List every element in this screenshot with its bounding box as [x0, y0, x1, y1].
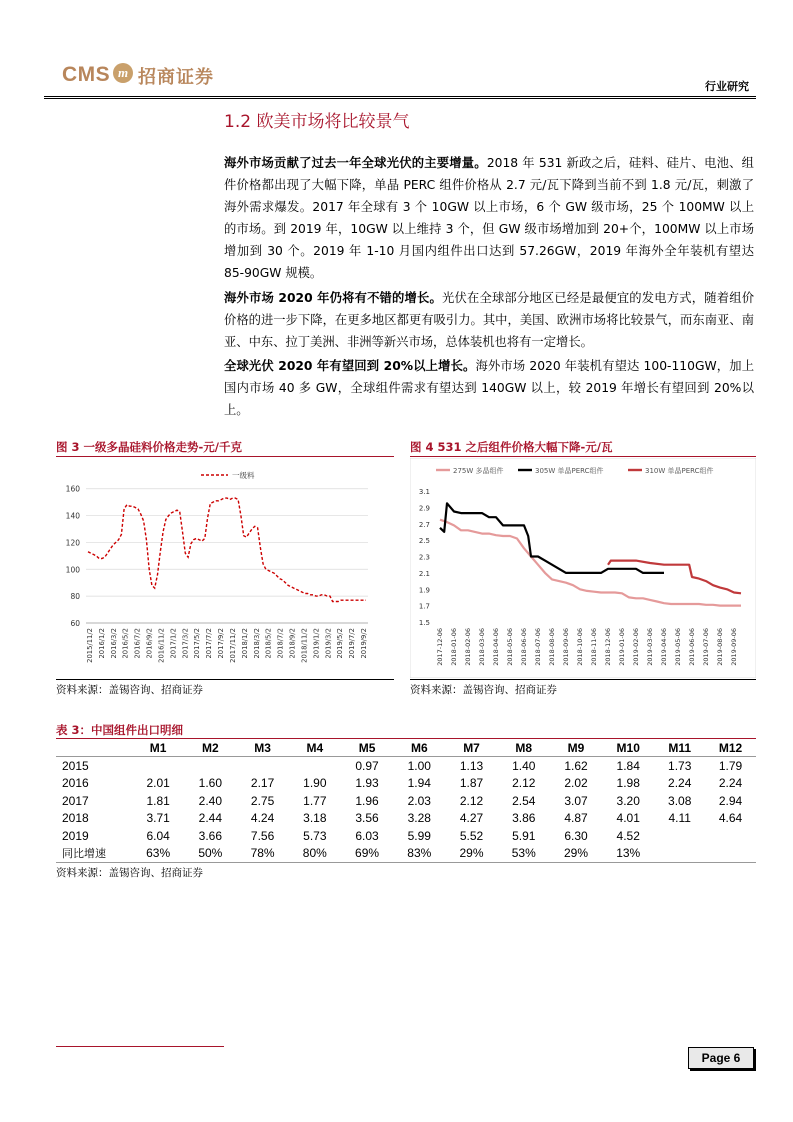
x-tick-label: 2017/11/2	[228, 628, 237, 663]
x-tick-label: 2016/1/2	[97, 628, 106, 659]
figure4-legend	[436, 466, 714, 475]
table-cell: 5.99	[407, 828, 431, 843]
table-cell: 2.12	[459, 793, 484, 808]
table-cell: 1.77	[303, 793, 327, 808]
table-cell: 1.94	[407, 776, 431, 791]
paragraph-2-lead: 海外市场 2020 年仍将有不错的增长。	[224, 291, 442, 305]
y-tick-label: 1.9	[418, 586, 430, 595]
x-tick-label: 2017/3/2	[181, 628, 190, 659]
x-tick-label: 2019/3/2	[324, 628, 333, 659]
table-cell	[705, 827, 756, 845]
figure3-x-ticks	[86, 628, 368, 663]
table-cell: 2.03	[407, 793, 431, 808]
table-header-blank	[56, 739, 132, 757]
y-tick-label: 60	[70, 619, 80, 628]
x-tick-label: 2019-02-06	[632, 628, 640, 666]
table-cell: 3.20	[616, 793, 640, 808]
y-tick-label: 2.5	[418, 537, 430, 546]
paragraph-3-body: 海外市场 2020 年装机有望达 100-110GW，加上国内市场 40 多 GW，全球组件需求有望达到 140GW 以上，较 2019 年增长有望回到 20%以上。	[224, 359, 754, 417]
table-header-m2: M2	[202, 740, 219, 755]
paragraph-1-lead: 海外市场贡献了过去一年全球光伏的主要增量。	[224, 156, 487, 170]
table-cell: 3.66	[198, 828, 223, 843]
x-tick-label: 2019-06-06	[688, 628, 696, 666]
figure4-y-ticks	[419, 488, 430, 627]
page-number: Page 6	[688, 1047, 754, 1069]
table-header-m1: M1	[149, 740, 167, 755]
table-cell: 6.04	[146, 828, 170, 843]
table-cell: 2.01	[146, 776, 170, 791]
x-tick-label: 2019-07-06	[702, 628, 710, 666]
table-cell	[654, 827, 705, 845]
table3-source: 资料来源：盖锡咨询、招商证券	[56, 867, 203, 879]
figure4-title: 图 4 531 之后组件价格大幅下降-元/瓦	[410, 440, 613, 454]
x-tick-label: 2017-12-06	[436, 628, 444, 666]
table-cell: 63%	[146, 846, 171, 861]
table-cell: 50%	[198, 846, 223, 861]
paragraph-1	[224, 152, 754, 284]
x-tick-label: 2018-02-06	[464, 628, 472, 666]
y-tick-label: 1.5	[418, 619, 430, 627]
y-tick-label: 1.7	[418, 602, 430, 611]
table-cell: 2.54	[512, 793, 536, 808]
y-tick-label: 160	[65, 484, 80, 494]
table-cell: 1.98	[616, 776, 640, 791]
x-tick-label: 2019-09-06	[730, 628, 738, 666]
table-cell: 2.75	[250, 793, 275, 808]
table3-title: 表 3：中国组件出口明细	[56, 723, 184, 737]
figure3-source-rule	[56, 679, 394, 680]
table-header-row	[56, 739, 756, 757]
paragraph-3	[224, 355, 754, 421]
table-cell: 5.73	[303, 828, 327, 843]
x-tick-label: 2017/5/2	[193, 628, 202, 659]
y-tick-label: 2.7	[418, 520, 430, 529]
x-tick-label: 2018/1/2	[240, 628, 249, 659]
y-tick-label: 2.3	[418, 553, 430, 562]
table-cell: 83%	[407, 846, 432, 861]
logo-company-name: 招商证券	[138, 67, 214, 88]
table-header-m8: M8	[515, 740, 533, 755]
legend-label: 275W 多晶组件	[453, 467, 504, 475]
table-header-m11: M11	[668, 740, 692, 755]
table-header-m4: M4	[306, 740, 324, 755]
table-cell: 4.27	[459, 811, 484, 826]
table-header-m12: M12	[718, 740, 743, 755]
x-tick-label: 2018-03-06	[478, 628, 486, 666]
figure3-series	[88, 498, 366, 601]
table-cell: 2.24	[718, 776, 743, 791]
series-line-yijiliao	[88, 498, 366, 601]
table-cell: 1.73	[668, 758, 692, 773]
table-cell: 0.97	[355, 758, 379, 773]
x-tick-label: 2018/9/2	[288, 628, 297, 659]
table-cell: 1.40	[512, 758, 536, 773]
header-divider	[44, 96, 756, 97]
y-tick-label: 80	[70, 592, 80, 602]
table-cell: 4.11	[668, 811, 691, 826]
section-title: 1.2 欧美市场将比较景气	[224, 112, 410, 132]
table-cell: 2.12	[512, 776, 536, 791]
x-tick-label: 2016/5/2	[121, 628, 130, 659]
table-row	[56, 810, 756, 828]
x-tick-label: 2018-06-06	[520, 628, 528, 666]
legend-label: 305W 单晶PERC组件	[535, 467, 604, 475]
x-tick-label: 2016/7/2	[133, 628, 142, 659]
x-tick-label: 2017/1/2	[169, 628, 178, 659]
x-tick-label: 2019/1/2	[312, 628, 321, 659]
x-tick-label: 2018-04-06	[492, 628, 500, 666]
paragraph-3-lead: 全球光伏 2020 年有望回到 20%以上增长。	[224, 359, 476, 373]
table-body	[56, 757, 756, 863]
table-row	[56, 845, 756, 863]
table-row	[56, 775, 756, 793]
x-tick-label: 2018/3/2	[252, 628, 261, 659]
x-tick-label: 2018/11/2	[300, 628, 309, 663]
x-tick-label: 2018-09-06	[562, 628, 570, 666]
footnote-rule	[56, 1046, 224, 1047]
paragraph-1-body: 2018 年 531 新政之后，硅料、硅片、电池、组件价格都出现了大幅下降，单晶 PERC 组件价格从 2.7 元/瓦下降到当前不到 1.8 元/瓦，刺激了海外需求爆发。2017 年全球有 3 个 10GW 以上市场，6 个 GW 级市场，25 个 100MW 以上的市场。到 2019 年，10GW 以上维持 3 个，但 GW 级市场增加到 20+个，100MW 以上市场增加到 30 个。2019 年 1-10 月国内组件出口达到 57.26GW，2019 年海外全年装机有望达 85-90GW 规模。	[224, 156, 754, 280]
table-cell: 1.84	[616, 758, 640, 773]
table-cell: 6.03	[355, 828, 379, 843]
table-cell: 4.52	[616, 828, 640, 843]
table-cell: 1.96	[355, 793, 379, 808]
table-cell: 1.79	[718, 758, 743, 773]
y-tick-label: 100	[65, 565, 80, 575]
table-cell: 1.00	[407, 758, 431, 773]
table-cell: 80%	[302, 846, 327, 861]
table-cell: 13%	[616, 846, 641, 861]
figure3-gridlines	[86, 489, 368, 596]
table-cell	[289, 757, 341, 775]
table-cell: 29%	[563, 846, 588, 861]
x-tick-label: 2019-03-06	[646, 628, 654, 666]
table-cell: 4.87	[564, 811, 588, 826]
x-tick-label: 2019-01-06	[618, 628, 626, 666]
table-cell: 1.81	[146, 793, 170, 808]
figure3-title-rule	[56, 456, 394, 457]
figure3-y-ticks	[66, 485, 81, 628]
y-tick-label: 3.1	[418, 488, 430, 496]
table-cell: 29%	[459, 846, 484, 861]
x-tick-label: 2018-12-06	[604, 628, 612, 666]
figure3-chart	[56, 460, 394, 678]
table-cell: 1.87	[459, 776, 484, 791]
x-tick-label: 2018-10-06	[576, 628, 584, 666]
x-tick-label: 2018-01-06	[450, 628, 458, 666]
table-row-label: 2017	[62, 793, 89, 808]
logo-cms-text: CMS	[62, 63, 111, 86]
table-cell: 1.60	[198, 776, 223, 791]
table-row-label: 2015	[62, 758, 89, 773]
table-row	[56, 827, 756, 845]
table-cell: 3.71	[146, 811, 170, 826]
table-cell: 3.86	[512, 811, 536, 826]
logo-mark-icon: m	[113, 63, 133, 83]
x-tick-label: 2017/7/2	[205, 628, 214, 659]
table-cell: 3.28	[407, 811, 431, 826]
table-cell: 4.01	[616, 811, 640, 826]
paragraph-2	[224, 287, 754, 353]
table-cell: 7.56	[250, 828, 275, 843]
table-cell: 3.08	[668, 793, 692, 808]
table-cell	[132, 757, 184, 775]
x-tick-label: 2018-05-06	[506, 628, 514, 666]
figure4-source-rule	[410, 679, 756, 680]
table-row-label: 2018	[62, 811, 89, 826]
x-tick-label: 2018/5/2	[264, 628, 273, 659]
table-header-m3: M3	[254, 740, 271, 755]
table-cell	[654, 845, 705, 863]
paragraph-2-body: 光伏在全球部分地区已经是最便宜的发电方式，随着组价价格的进一步下降，在更多地区都更有吸引力。其中，美国、欧洲市场将比较景气，而东南亚、南亚、中东、拉丁美洲、非洲等新兴市场，总体装机也将有一定增长。	[224, 291, 754, 349]
table-cell: 6.30	[564, 828, 588, 843]
table-cell	[236, 757, 288, 775]
table-cell: 2.44	[198, 811, 223, 826]
x-tick-label: 2018-08-06	[548, 628, 556, 666]
export-table	[56, 739, 756, 863]
table-cell: 3.56	[355, 811, 379, 826]
x-tick-label: 2016/3/2	[109, 628, 118, 659]
table-cell: 4.24	[250, 811, 275, 826]
x-tick-label: 2018-11-06	[590, 628, 598, 666]
header-divider-thin	[44, 98, 756, 99]
legend-label: 310W 单晶PERC组件	[645, 467, 714, 475]
report-category: 行业研究	[705, 80, 749, 93]
x-tick-label: 2019/7/2	[348, 628, 357, 659]
table-cell: 4.64	[718, 811, 743, 826]
x-tick-label: 2017/9/2	[217, 628, 226, 659]
table-row	[56, 792, 756, 810]
table-cell: 3.07	[564, 793, 588, 808]
table-cell: 1.13	[459, 758, 484, 773]
table-cell: 2.24	[668, 776, 692, 791]
table-cell: 2.17	[250, 776, 275, 791]
table-cell: 3.18	[303, 811, 327, 826]
table-header-m7: M7	[463, 740, 480, 755]
x-tick-label: 2019-04-06	[660, 628, 668, 666]
table-header-m9: M9	[567, 740, 585, 755]
y-tick-label: 2.1	[418, 569, 430, 578]
table-cell: 2.40	[198, 793, 223, 808]
table-row-label: 2016	[62, 776, 89, 791]
y-tick-label: 120	[65, 538, 80, 548]
table-cell: 2.02	[564, 776, 588, 791]
table-cell: 1.93	[355, 776, 379, 791]
table-cell: 78%	[250, 846, 275, 861]
figure3-source: 资料来源：盖锡咨询、招商证券	[56, 684, 203, 696]
figure3-title: 图 3 一级多晶硅料价格走势-元/千克	[56, 440, 242, 454]
table-cell	[705, 845, 756, 863]
table-cell: 1.90	[303, 776, 327, 791]
y-tick-label: 2.9	[418, 504, 430, 513]
table-row	[56, 757, 756, 775]
figure4-source: 资料来源：盖锡咨询、招商证券	[410, 684, 557, 696]
table-row-label: 同比增速	[62, 847, 106, 861]
table-header-m5: M5	[358, 740, 376, 755]
x-tick-label: 2019/9/2	[360, 628, 368, 659]
x-tick-label: 2019-05-06	[674, 628, 682, 666]
table-cell: 5.52	[459, 828, 484, 843]
x-tick-label: 2019-08-06	[716, 628, 724, 666]
table-cell: 53%	[511, 846, 536, 861]
figure3-legend	[201, 470, 255, 480]
table-cell: 1.62	[564, 758, 588, 773]
x-tick-label: 2019/5/2	[336, 628, 345, 659]
x-tick-label: 2016/9/2	[145, 628, 154, 659]
figure4-title-rule	[410, 456, 756, 457]
table-cell	[184, 757, 236, 775]
x-tick-label: 2018-07-06	[534, 628, 542, 666]
table-header-m6: M6	[410, 740, 428, 755]
x-tick-label: 2016/11/2	[157, 628, 166, 663]
table-cell: 69%	[355, 846, 380, 861]
figure4-chart	[410, 458, 756, 678]
table-cell: 5.91	[512, 828, 536, 843]
y-tick-label: 140	[65, 511, 80, 521]
table-cell: 2.94	[718, 793, 743, 808]
x-tick-label: 2018/7/2	[276, 628, 285, 659]
x-tick-label: 2015/11/2	[86, 628, 94, 663]
table-header-m10: M10	[616, 740, 640, 755]
legend-label: 一级料	[232, 471, 255, 480]
table-row-label: 2019	[62, 828, 89, 843]
